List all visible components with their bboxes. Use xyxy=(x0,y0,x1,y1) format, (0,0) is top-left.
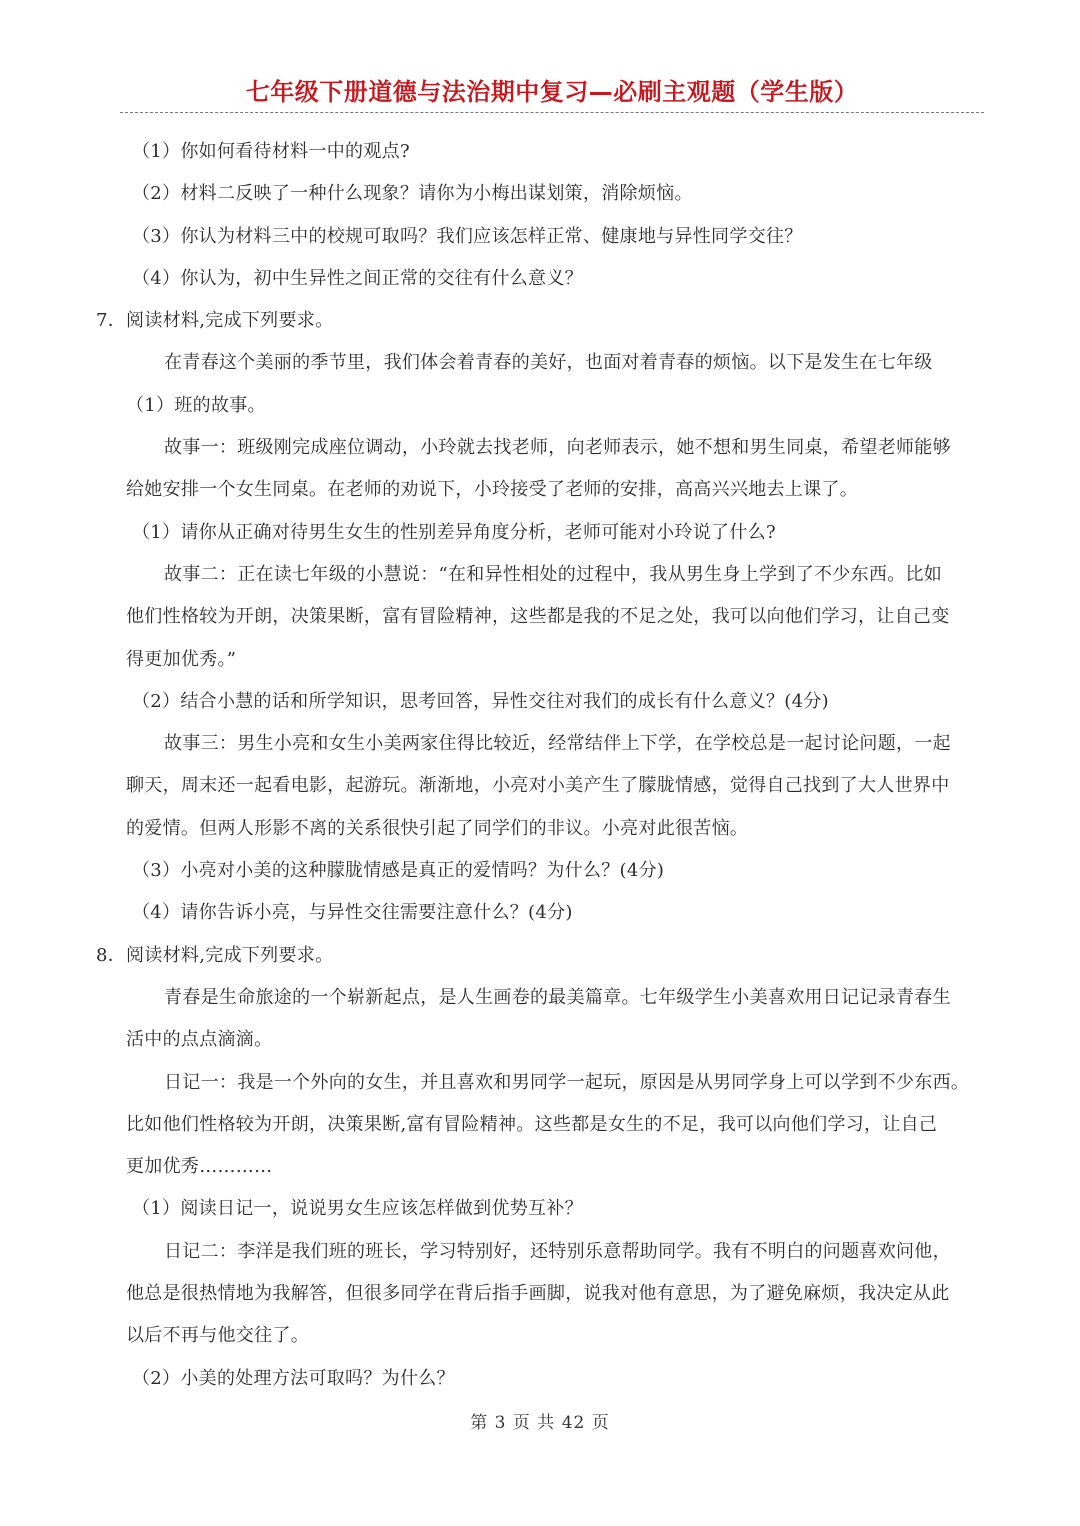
question-8-1: （1）阅读日记一，说说男女生应该怎样做到优势互补？ xyxy=(132,1198,583,1220)
diary-two-line: 以后不再与他交往了。 xyxy=(126,1325,309,1347)
diary-one-line: 比如他们性格较为开朗，决策果断,富有冒险精神。这些都是女生的不足，我可以向他们学习，让自己 xyxy=(126,1113,938,1135)
question-7-2: （2）结合小慧的话和所学知识，思考回答，异性交往对我们的成长有什么意义？(4分) xyxy=(132,690,829,712)
diary-one-line: 日记一：我是一个外向的女生，并且喜欢和男同学一起玩，原因是从男同学身上可以学到不少东西。 xyxy=(164,1071,970,1093)
question-6-1: （1）你如何看待材料一中的观点? xyxy=(132,141,410,162)
paragraph-line: 在青春这个美丽的季节里，我们体会着青春的美好，也面对着青春的烦恼。以下是发生在七年级 xyxy=(164,352,933,374)
question-6-3: （3）你认为材料三中的校规可取吗？我们应该怎样正常、健康地与异性同学交往？ xyxy=(132,225,803,247)
question-8-2: （2）小美的处理方法可取吗？为什么？ xyxy=(132,1367,455,1389)
story-two-line: 故事二：正在读七年级的小慧说：“在和异性相处的过程中，我从男生身上学到了不少东西。比如 xyxy=(164,563,943,585)
story-three-line: 的爱情。但两人形影不离的关系很快引起了同学们的非议。小亮对此很苦恼。 xyxy=(126,817,749,839)
diary-two-line: 日记二：李洋是我们班的班长，学习特别好，还特别乐意帮助同学。我有不明白的问题喜欢问他， xyxy=(164,1240,951,1262)
paragraph-line: 青春是生命旅途的一个崭新起点，是人生画卷的最美篇章。七年级学生小美喜欢用日记记录青春生 xyxy=(164,986,951,1008)
story-one-line: 故事一：班级刚完成座位调动，小玲就去找老师，向老师表示，她不想和男生同桌，希望老师能够 xyxy=(164,437,951,459)
story-three-line: 聊天，周末还一起看电影，起游玩。渐渐地，小亮对小美产生了朦胧情感，觉得自己找到了大人世界中 xyxy=(126,775,950,797)
story-three-line: 故事三：男生小亮和女生小美两家住得比较近，经常结伴上下学，在学校总是一起讨论问题，一起 xyxy=(164,733,951,755)
header-divider xyxy=(120,112,984,113)
page-title: 七年级下册道德与法治期中复习—必刷主观题（学生版） xyxy=(245,78,859,106)
story-two-line: 他们性格较为开朗，决策果断，富有冒险精神，这些都是我的不足之处，我可以向他们学习，让自己变 xyxy=(126,606,950,628)
question-7-1: （1）请你从正确对待男生女生的性别差异角度分析，老师可能对小玲说了什么? xyxy=(132,521,776,543)
page-number: 第 3 页 共 42 页 xyxy=(470,1413,610,1433)
question-7-4: （4）请你告诉小亮，与异性交往需要注意什么？(4分) xyxy=(132,902,573,924)
question-6-2: （2）材料二反映了一种什么现象？请你为小梅出谋划策，消除烦恼。 xyxy=(132,183,693,205)
question-6-4: （4）你认为，初中生异性之间正常的交往有什么意义？ xyxy=(132,267,583,289)
diary-one-line: 更加优秀………… xyxy=(126,1156,273,1178)
question-7-heading: 7．阅读材料,完成下列要求。 xyxy=(96,310,334,332)
diary-two-line: 他总是很热情地为我解答，但很多同学在背后指手画脚，说我对他有意思，为了避免麻烦，我决定从此 xyxy=(126,1283,950,1305)
paragraph-line: （1）班的故事。 xyxy=(126,394,266,416)
paragraph-line: 活中的点点滴滴。 xyxy=(126,1029,273,1051)
question-8-heading: 8．阅读材料,完成下列要求。 xyxy=(96,944,334,966)
document-body xyxy=(96,131,986,1400)
question-7-3: （3）小亮对小美的这种朦胧情感是真正的爱情吗？为什么？(4分) xyxy=(132,860,665,882)
page-header xyxy=(120,72,984,113)
story-two-line: 得更加优秀。” xyxy=(126,648,237,670)
story-one-line: 给她安排一个女生同桌。在老师的劝说下，小玲接受了老师的安排，高高兴兴地去上课了。 xyxy=(126,479,858,501)
